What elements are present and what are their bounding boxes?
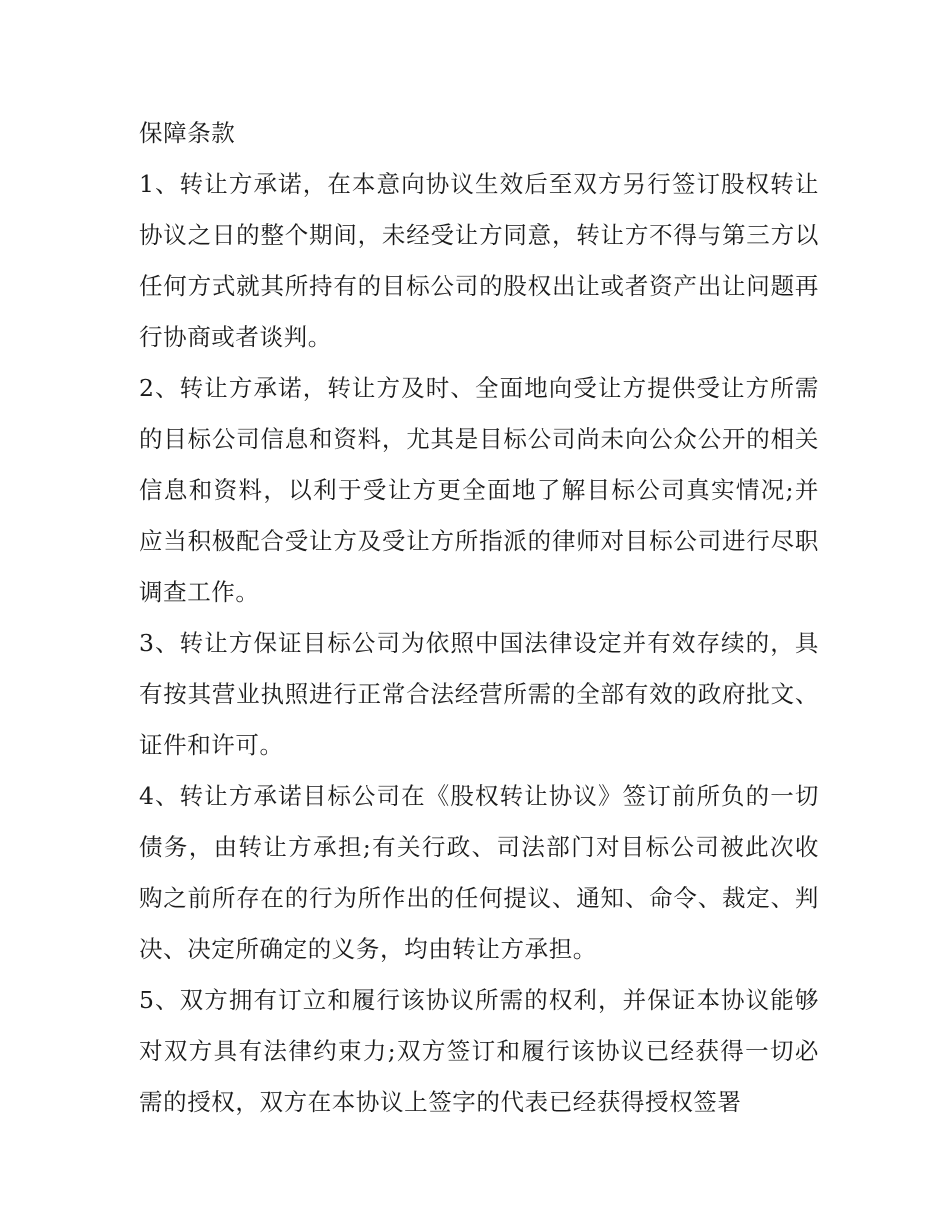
clause-3: 3、转让方保证目标公司为依照中国法律设定并有效存续的，具有按其营业执照进行正常合法经营所需的全部有效的政府批文、证件和许可。: [139, 629, 819, 759]
clause-2: 2、转让方承诺，转让方及时、全面地向受让方提供受让方所需的目标公司信息和资料，尤其是目标公司尚未向公众公开的相关信息和资料，以利于受让方更全面地了解目标公司真实情况;并应当积极配合受让方及受让方所指派的律师对目标公司进行尽职调查工作。: [139, 374, 819, 606]
clause-5: 5、双方拥有订立和履行该协议所需的权利，并保证本协议能够对双方具有法律约束力;双方签订和履行该协议已经获得一切必需的授权，双方在本协议上签字的代表已经获得授权签署: [139, 986, 819, 1116]
clause-1: 1、转让方承诺，在本意向协议生效后至双方另行签订股权转让协议之日的整个期间，未经受让方同意，转让方不得与第三方以任何方式就其所持有的目标公司的股权出让或者资产出让问题再行协商或者谈判。: [139, 170, 819, 351]
section-heading: 保障条款: [139, 119, 236, 147]
clause-4: 4、转让方承诺目标公司在《股权转让协议》签订前所负的一切债务，由转让方承担;有关行政、司法部门对目标公司被此次收购之前所存在的行为所作出的任何提议、通知、命令、裁定、判决、决定所确定的义务，均由转让方承担。: [139, 782, 819, 963]
document-body: [139, 108, 819, 1128]
